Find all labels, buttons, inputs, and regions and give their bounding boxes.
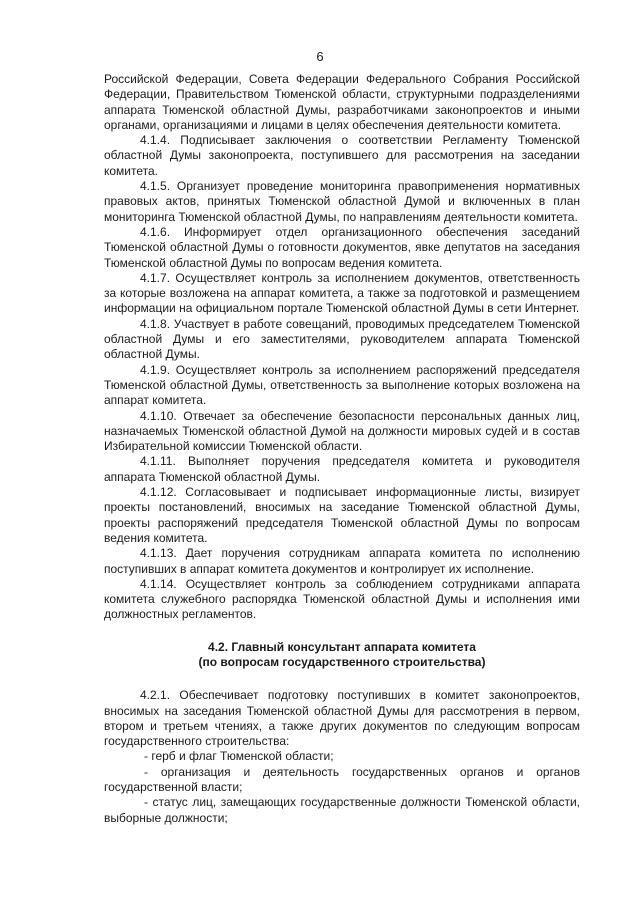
paragraphs-before [104,72,580,623]
list-item: - статус лиц, замещающих государственные должности Тюменской области, выборные должности; [104,795,580,825]
document-body [104,72,580,826]
paragraph: Российской Федерации, Совета Федерации Федерального Собрания Российской Федерации, Правительством Тюменской области, структурными подразделениями аппарата Тюменской областной Думы, разработчиками законопроектов и иными органами, организациями и лицами в целях обеспечения деятельности комитета. [104,72,580,132]
paragraph: 4.1.10. Отвечает за обеспечение безопасности персональных данных лиц, назначаемых Тюменской областной Думой на должности мировых судей и в состав Избирательной комиссии Тюменской области. [104,408,580,454]
section-heading-subtitle: (по вопросам государственного строительства) [198,654,486,669]
paragraph: 4.1.9. Осуществляет контроль за исполнением распоряжений председателя Тюменской областной Думы, ответственность за выполнение которых возложена на аппарат комитета. [104,362,580,408]
paragraph: 4.1.14. Осуществляет контроль за соблюдением сотрудниками аппарата комитета служебного распорядка Тюменской областной Думы и исполнения ими должностных регламентов. [104,576,580,622]
paragraph: 4.1.6. Информирует отдел организационного обеспечения заседаний Тюменской областной Думы о готовности документов, явке депутатов на заседания Тюменской областной Думы по вопросам ведения комитета. [104,224,580,270]
paragraph: 4.1.5. Организует проведение мониторинга правоприменения нормативных правовых актов, принятых Тюменской областной Думой и включенных в план мониторинга Тюменской областной Думы, по направлениям деятельности комитета. [104,179,580,224]
section-heading [104,640,580,671]
page-number: 6 [316,49,324,64]
paragraph: 4.1.8. Участвует в работе совещаний, проводимых председателем Тюменской областной Думы и его заместителями, руководителем аппарата Тюменской областной Думы. [104,316,580,362]
list-item: - герб и флаг Тюменской области; [144,749,334,764]
paragraph: 4.2.1. Обеспечивает подготовку поступивших в комитет законопроектов, вносимых на заседания Тюменской областной Думы для рассмотрения в первом, втором и третьем чтениях, а также других документов по следующим вопросам государственного строительства: [104,688,580,749]
paragraph: 4.1.4. Подписывает заключения о соответствии Регламенту Тюменской областной Думы законопроекта, поступившего для рассмотрения на заседании комитета. [104,133,580,178]
list-item: - организация и деятельность государственных органов и органов государственной власти; [104,764,580,795]
section-heading-title: 4.2. Главный консультант аппарата комитета [208,639,476,654]
paragraph: 4.1.11. Выполняет поручения председателя комитета и руководителя аппарата Тюменской областной Думы. [104,454,580,484]
paragraph: 4.1.13. Дает поручения сотрудникам аппарата комитета по исполнению поступивших в аппарат комитета документов и контролирует их исполнение. [104,546,580,576]
paragraphs-after [104,688,580,826]
paragraph: 4.1.12. Согласовывает и подписывает информационные листы, визирует проекты постановлений, вносимых на заседание Тюменской областной Думы, проекты распоряжений председателя Тюменской областной Думы по вопросам ведения комитета. [104,485,580,545]
paragraph: 4.1.7. Осуществляет контроль за исполнением документов, ответственность за которые возложена на аппарат комитета, а также за подготовкой и размещением информации на официальном портале Тюменской областной Думы в сети Интернет. [104,270,580,316]
